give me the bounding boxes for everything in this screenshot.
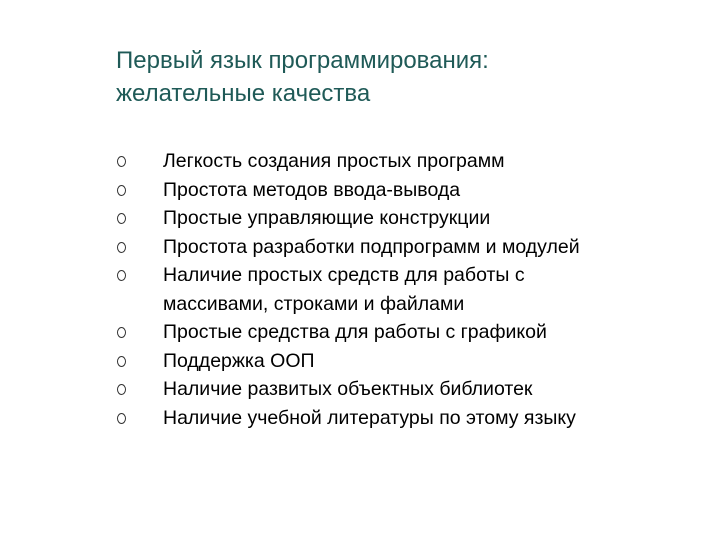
bullet-text: Простые средства для работы с графикой <box>163 321 547 343</box>
bullet-text: Наличие развитых объектных библиотек <box>163 378 533 400</box>
hollow-circle-icon <box>117 242 126 253</box>
bullet-item <box>117 147 697 176</box>
bullet-item <box>117 204 697 233</box>
hollow-circle-icon <box>117 185 126 196</box>
bullet-text: Простота методов ввода-вывода <box>163 178 461 201</box>
bullet-item <box>117 404 697 433</box>
bullet-item <box>117 233 697 262</box>
bullet-text-continuation: массивами, строками и файлами <box>163 292 465 315</box>
title-line: Первый язык программирования: <box>116 47 489 74</box>
bullet-text: Наличие простых средств для работы с <box>163 264 525 286</box>
title-line: желательные качества <box>116 80 371 107</box>
bullet-list <box>117 147 697 432</box>
bullet-text: Наличие учебной литературы по этому языку <box>163 406 576 429</box>
bullet-item <box>117 347 697 376</box>
bullet-text: Легкость создания простых программ <box>163 150 505 172</box>
bullet-item <box>117 375 697 404</box>
bullet-text: Простые управляющие конструкции <box>163 207 491 229</box>
slide-title <box>116 44 676 110</box>
hollow-circle-icon <box>117 356 126 367</box>
bullet-item <box>117 176 697 205</box>
hollow-circle-icon <box>117 213 126 224</box>
bullet-item <box>117 261 697 318</box>
hollow-circle-icon <box>117 327 126 338</box>
hollow-circle-icon <box>117 156 126 167</box>
hollow-circle-icon <box>117 413 126 424</box>
bullet-text: Простота разработки подпрограмм и модулей <box>163 235 580 258</box>
hollow-circle-icon <box>117 270 126 281</box>
hollow-circle-icon <box>117 384 126 395</box>
bullet-item <box>117 318 697 347</box>
bullet-text: Поддержка ООП <box>163 349 315 372</box>
